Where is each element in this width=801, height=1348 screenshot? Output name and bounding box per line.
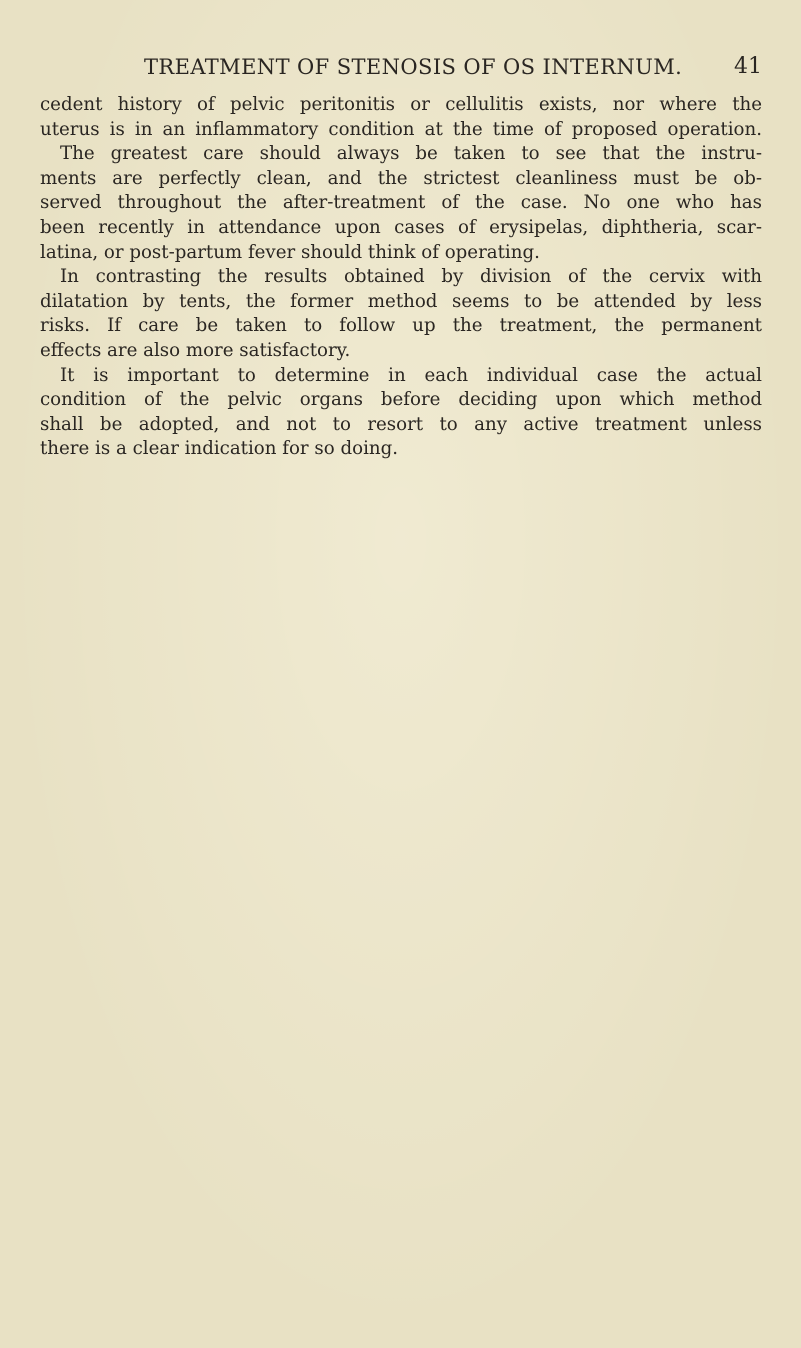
text-line: risks. If care be taken to follow up the treatment, the permanent [40, 315, 762, 337]
text-line: shall be adopted, and not to resort to any active treatment unless [40, 413, 762, 435]
text-line: cedent history of pelvic peritonitis or cellulitis exists, nor where the [40, 94, 762, 115]
body-text [40, 93, 762, 462]
running-head [40, 50, 762, 84]
text-line: been recently in attendance upon cases of erysipelas, diphtheria, scar- [40, 216, 762, 238]
page-number: 41 [734, 54, 762, 79]
paragraph [40, 364, 762, 462]
text-line: latina, or post-partum fever should think of operating. [40, 241, 540, 263]
text-line: served throughout the after-treatment of the case. No one who has [40, 192, 762, 214]
text-line: uterus is in an inflammatory condition at the time of proposed operation. [40, 118, 762, 140]
text-line: dilatation by tents, the former method seems to be attended by less [40, 290, 762, 312]
text-line: condition of the pelvic organs before deciding upon which method [40, 389, 762, 411]
text-line: It is important to determine in each individual case the actual [60, 364, 762, 386]
text-line: The greatest care should always be taken to see that the instru- [60, 143, 762, 165]
text-line: In contrasting the results obtained by division of the cervix with [60, 266, 762, 288]
text-line: there is a clear indication for so doing. [40, 438, 399, 460]
text-line: ments are perfectly clean, and the strictest cleanliness must be ob- [40, 167, 762, 189]
paragraph [40, 265, 762, 363]
paragraph [40, 93, 762, 265]
running-title: TREATMENT OF STENOSIS OF OS INTERNUM. [144, 55, 683, 79]
text-line: effects are also more satisfactory. [40, 339, 351, 361]
